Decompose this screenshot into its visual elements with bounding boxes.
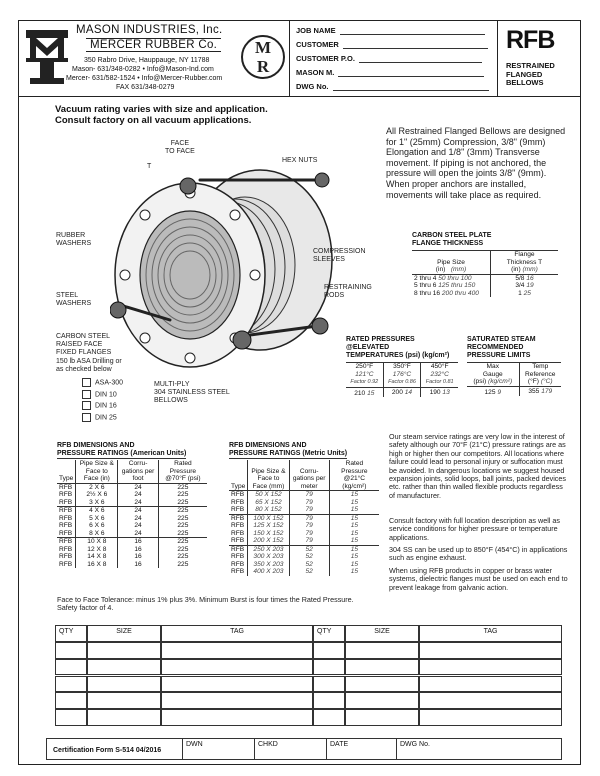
- table-cell: RFB: [57, 553, 76, 561]
- product-code: RFB: [506, 26, 555, 54]
- table-cell: 52: [289, 568, 329, 576]
- table-row: [57, 553, 207, 561]
- table-row: [57, 499, 207, 507]
- table-row: [229, 568, 379, 576]
- table-cell: 79: [289, 514, 329, 522]
- order-header-cell: QTY: [313, 625, 345, 642]
- table-header-row: [57, 460, 207, 483]
- table-cell: 79: [289, 506, 329, 514]
- order-cell[interactable]: [161, 642, 313, 659]
- order-cell[interactable]: [345, 659, 419, 676]
- steam-limits-table: Max Gauge (psi) (kg/cm²) Temp Reference (°F) (°C) 125 9 355 179: [467, 362, 561, 396]
- table-cell: 15: [350, 568, 359, 575]
- mi-logo: [24, 28, 70, 88]
- table-cell: 225: [177, 483, 189, 491]
- table-cell: 16: [118, 538, 158, 546]
- order-header-cell: TAG: [161, 625, 313, 642]
- order-grid: [55, 625, 562, 726]
- table-row: [57, 546, 207, 554]
- drilling-options: [82, 378, 123, 422]
- customer-po-field[interactable]: CUSTOMER P.O.: [296, 54, 482, 63]
- table-cell: 15: [350, 514, 359, 522]
- order-cell[interactable]: [87, 659, 161, 676]
- table-cell: RFB: [57, 491, 76, 499]
- table-cell: 16: [118, 553, 158, 561]
- table-cell: 225: [177, 538, 189, 545]
- table-cell: 50 X 152: [248, 491, 289, 499]
- table-cell: 16 X 8: [76, 561, 118, 569]
- order-cell[interactable]: [55, 642, 87, 659]
- order-cell[interactable]: [55, 692, 87, 709]
- order-cell[interactable]: [87, 709, 161, 726]
- order-cell[interactable]: [161, 659, 313, 676]
- table-cell: 3 X 6: [76, 499, 118, 507]
- division-name: MERCER RUBBER Co.: [86, 38, 221, 52]
- checkbox[interactable]: [82, 401, 91, 410]
- table-cell: RFB: [229, 506, 248, 514]
- table-cell: RFB: [57, 561, 76, 569]
- order-cell[interactable]: [87, 692, 161, 709]
- table-cell: RFB: [57, 530, 76, 538]
- table-cell: 125 X 152: [248, 522, 289, 530]
- table-cell: 79: [289, 530, 329, 538]
- order-header-cell: TAG: [419, 625, 562, 642]
- tolerance-note: Face to Face Tolerance: minus 1% plus 3%. Minimum Burst is four times the Rated Pressure.: [57, 595, 354, 604]
- dwg-no-field[interactable]: DWG No.: [296, 82, 489, 91]
- order-cell[interactable]: [345, 642, 419, 659]
- copper-note: When using RFB products in copper or brass water systems, dielectric flanges must be used on each end to prevent leakage from galvanic action.: [389, 566, 568, 592]
- footer-date[interactable]: DATE: [326, 739, 396, 759]
- order-cell[interactable]: [161, 709, 313, 726]
- table-row: [229, 514, 379, 522]
- table-cell: RFB: [229, 553, 248, 561]
- table-cell: 225: [177, 514, 189, 522]
- table-cell: RFB: [229, 522, 248, 530]
- column-header: Corru- gations per foot: [118, 460, 158, 483]
- table-cell: 100 X 152: [248, 514, 289, 522]
- table-row: [229, 491, 379, 499]
- flange-table: Pipe Size (in) (mm) Flange Thickness T (in) (mm) 2 thru 4 50 thru 100 5/8 16 5 thru 6 125 thru 150 3/4 19 8 thru 16 200 thru 400 1 25: [412, 250, 558, 297]
- table-row: [57, 530, 207, 538]
- table-cell: 15: [350, 560, 359, 568]
- table-cell: 225: [177, 491, 189, 498]
- table-row: [229, 553, 379, 561]
- table-cell: 24: [118, 530, 158, 538]
- order-cell[interactable]: [419, 709, 562, 726]
- job-fields-block: [290, 20, 498, 97]
- svg-text:R: R: [256, 57, 270, 76]
- table-cell: 65 X 152: [248, 499, 289, 507]
- order-cell[interactable]: [313, 676, 345, 693]
- order-cell[interactable]: [161, 676, 313, 693]
- order-cell[interactable]: [313, 659, 345, 676]
- t-label: T: [147, 163, 152, 170]
- table-cell: 225: [177, 498, 189, 506]
- table-cell: RFB: [57, 507, 76, 515]
- order-cell[interactable]: [313, 692, 345, 709]
- table-cell: 5 X 6: [76, 515, 118, 523]
- table-cell: 15: [350, 522, 359, 529]
- order-cell[interactable]: [55, 709, 87, 726]
- order-cell[interactable]: [87, 642, 161, 659]
- table-cell: RFB: [229, 545, 248, 553]
- steam-note: Our steam service ratings are very low in the interest of safety although our 70°F (21°C) pressure ratings are as high or higher then our competitors. All locations where failure could lead to personal injury or suffocation must be avoided. In dangerous locations we suggest housed expansion joints, solid loops, ball joints, packed devices etc. rather than thin walled flexible products regardless of manufacturer.: [389, 432, 566, 500]
- checkbox[interactable]: [82, 390, 91, 399]
- table-cell: 80 X 152: [248, 506, 289, 514]
- table-cell: 14 X 8: [76, 553, 118, 561]
- table-row: [229, 499, 379, 507]
- table-cell: RFB: [57, 483, 76, 491]
- table-cell: 150 X 152: [248, 530, 289, 538]
- company-name: MASON INDUSTRIES, Inc.: [76, 24, 223, 36]
- order-header-cell: SIZE: [87, 625, 161, 642]
- table-cell: RFB: [57, 546, 76, 554]
- mercer-contact: Mercer- 631/582-1524 • Info@Mercer-Rubber.com: [66, 75, 223, 82]
- fax: FAX 631/348-0279: [116, 84, 175, 91]
- order-cell[interactable]: [87, 676, 161, 693]
- table-cell: 2 X 6: [76, 483, 118, 491]
- table-row: [57, 483, 207, 491]
- option-din-25[interactable]: DIN 25: [82, 413, 123, 423]
- table-cell: 16: [118, 546, 158, 554]
- table-cell: 225: [177, 560, 189, 568]
- order-cell[interactable]: [313, 642, 345, 659]
- table-row: [57, 538, 207, 546]
- compression-sleeves-label: COMPRESSION SLEEVES: [313, 248, 366, 264]
- bellows-label: MULTI-PLY 304 STAINLESS STEEL BELLOWS: [154, 381, 230, 405]
- table-cell: 15: [350, 545, 359, 553]
- table-cell: 24: [118, 491, 158, 499]
- table-cell: 12 X 8: [76, 546, 118, 554]
- column-header: Type: [229, 460, 248, 491]
- table-cell: 24: [118, 522, 158, 530]
- rated-pressures-title: RATED PRESSURES @ELEVATED TEMPERATURES (psi) (kg/cm²): [346, 336, 450, 359]
- order-cell[interactable]: [419, 659, 562, 676]
- table-cell: 225: [177, 545, 189, 553]
- dims-metric-table: [229, 460, 379, 576]
- column-header: Pipe Size & Face to Face (mm): [248, 460, 289, 491]
- mason-contact: Mason- 631/348-0282 • Info@Mason-Ind.com: [72, 66, 214, 73]
- table-cell: 24: [118, 499, 158, 507]
- intro-paragraph: All Restrained Flanged Bellows are designed for 1" (25mm) Compression, 3/8" (9mm) Elongation and 1/8" (3mm) Transverse movement. If piping is not anchored, the pressure will open the joints 3/8" (9mm). When proper anchors are installed, movements will take place as required.: [386, 126, 566, 200]
- table-cell: RFB: [229, 491, 248, 499]
- table-cell: RFB: [229, 537, 248, 545]
- table-cell: 52: [289, 553, 329, 561]
- table-row: [229, 506, 379, 514]
- rubber-washers-label: RUBBER WASHERS: [56, 232, 92, 248]
- svg-text:M: M: [254, 38, 272, 57]
- table-cell: 52: [289, 561, 329, 569]
- column-header: Pipe Size & Face to Face (in): [76, 460, 118, 483]
- order-header-cell: SIZE: [345, 625, 419, 642]
- table-row: [229, 530, 379, 538]
- table-cell: 15: [350, 537, 359, 544]
- table-cell: 24: [118, 483, 158, 491]
- table-cell: 6 X 6: [76, 522, 118, 530]
- hex-nuts-label: HEX NUTS: [282, 157, 318, 164]
- table-row: [57, 561, 207, 569]
- product-block: [498, 20, 581, 97]
- company-block: [18, 20, 290, 97]
- table-cell: 4 X 6: [76, 507, 118, 515]
- table-cell: 2½ X 6: [76, 491, 118, 499]
- table-cell: 79: [289, 499, 329, 507]
- table-cell: 225: [177, 522, 189, 529]
- face-to-face-label: FACE TO FACE: [165, 140, 195, 156]
- table-row: [229, 537, 379, 545]
- customer-field[interactable]: CUSTOMER: [296, 40, 488, 49]
- dims-metric-title: RFB DIMENSIONS AND PRESSURE RATINGS (Metric Units): [229, 442, 348, 457]
- footer-chkd[interactable]: CHKD: [254, 739, 326, 759]
- table-cell: 250 X 203: [248, 545, 289, 553]
- table-row: [57, 522, 207, 530]
- table-cell: RFB: [229, 561, 248, 569]
- table-cell: 16: [118, 561, 158, 569]
- table-cell: RFB: [57, 515, 76, 523]
- table-cell: 350 X 203: [248, 561, 289, 569]
- table-cell: 15: [350, 553, 359, 560]
- rated-pressures-table: 250°F 121°C Factor 0.92 350°F 176°C Factor 0.86 450°F 232°C Factor 0.81 210 15 200 14 190 13: [346, 362, 458, 397]
- table-cell: RFB: [57, 499, 76, 507]
- footer: [46, 738, 562, 760]
- table-cell: 225: [177, 553, 189, 560]
- footer-dwn[interactable]: DWN: [182, 739, 254, 759]
- order-header-cell: QTY: [55, 625, 87, 642]
- table-cell: RFB: [57, 538, 76, 546]
- table-cell: RFB: [229, 530, 248, 538]
- restraining-rods-label: RESTRAINING RODS: [324, 284, 372, 300]
- dims-us-title: RFB DIMENSIONS AND PRESSURE RATINGS (American Units): [57, 442, 187, 457]
- table-cell: 24: [118, 507, 158, 515]
- table-cell: 10 X 8: [76, 538, 118, 546]
- option-din-16[interactable]: DIN 16: [82, 401, 123, 411]
- table-cell: 200 X 152: [248, 537, 289, 545]
- dims-us-table: [57, 460, 207, 568]
- table-cell: RFB: [229, 568, 248, 576]
- consult-note: Consult factory with full location description as well as service conditions for higher pressure or temperature applications.: [389, 516, 560, 542]
- option-din-10[interactable]: DIN 10: [82, 390, 123, 400]
- table-row: [229, 522, 379, 530]
- order-cell[interactable]: [419, 676, 562, 693]
- order-cell[interactable]: [161, 692, 313, 709]
- checkbox[interactable]: [82, 378, 91, 387]
- table-cell: 79: [289, 491, 329, 499]
- steam-limits-title: SATURATED STEAM RECOMMENDED PRESSURE LIMITS: [467, 336, 536, 359]
- order-cell[interactable]: [55, 676, 87, 693]
- table-cell: 225: [177, 507, 189, 514]
- table-row: [229, 545, 379, 553]
- column-header: Corru- gations per meter: [289, 460, 329, 491]
- mr-logo: [240, 32, 286, 82]
- table-cell: 79: [289, 522, 329, 530]
- table-row: [57, 515, 207, 523]
- safety-note: Safety factor of 4.: [57, 603, 114, 612]
- flanges-label: CARBON STEEL RAISED FACE FIXED FLANGES 150 lb ASA Drilling or as checked below: [56, 333, 122, 373]
- column-header: Type: [57, 460, 76, 483]
- order-cell[interactable]: [313, 709, 345, 726]
- order-cell[interactable]: [345, 692, 419, 709]
- table-cell: 8 X 6: [76, 530, 118, 538]
- order-cell[interactable]: [419, 642, 562, 659]
- order-cell[interactable]: [419, 692, 562, 709]
- table-cell: 24: [118, 515, 158, 523]
- table-cell: 15: [350, 498, 359, 506]
- table-cell: 300 X 203: [248, 553, 289, 561]
- table-cell: 79: [289, 537, 329, 545]
- job-name-field[interactable]: JOB NAME: [296, 26, 485, 35]
- ss-note: 304 SS can be used up to 850°F (454°C) in applications such as engine exhaust.: [389, 545, 568, 563]
- column-header: Rated Pressure @70°F (psi): [158, 460, 207, 483]
- order-cell[interactable]: [345, 709, 419, 726]
- table-cell: RFB: [229, 514, 248, 522]
- checkbox[interactable]: [82, 413, 91, 422]
- table-row: [57, 491, 207, 499]
- table-cell: 52: [289, 545, 329, 553]
- table-cell: 15: [350, 491, 359, 498]
- footer-dwg-no[interactable]: DWG No.: [396, 739, 561, 759]
- table-cell: 15: [350, 529, 359, 537]
- table-header-row: [229, 460, 379, 491]
- form-id: Certification Form S-514 04/2016: [53, 747, 162, 754]
- option-asa-300[interactable]: ASA-300: [82, 378, 123, 388]
- mason-m-field[interactable]: MASON M.: [296, 68, 484, 77]
- steel-washers-label: STEEL WASHERS: [56, 292, 92, 308]
- order-cell[interactable]: [345, 676, 419, 693]
- product-name: RESTRAINED FLANGED BELLOWS: [506, 61, 555, 87]
- column-header: Rated Pressure @21°C (kg/cm²): [329, 460, 379, 491]
- table-cell: 400 X 203: [248, 568, 289, 576]
- table-row: [229, 561, 379, 569]
- table-cell: 15: [350, 506, 359, 513]
- table-row: [57, 507, 207, 515]
- table-cell: RFB: [57, 522, 76, 530]
- table-cell: RFB: [229, 499, 248, 507]
- order-cell[interactable]: [55, 659, 87, 676]
- flange-table-title: CARBON STEEL PLATE FLANGE THICKNESS: [412, 232, 492, 247]
- company-address: 350 Rabro Drive, Hauppauge, NY 11788: [84, 57, 210, 64]
- table-cell: 225: [177, 529, 189, 537]
- vacuum-note: Vacuum rating varies with size and application. Consult factory on all vacuum applications.: [55, 104, 268, 126]
